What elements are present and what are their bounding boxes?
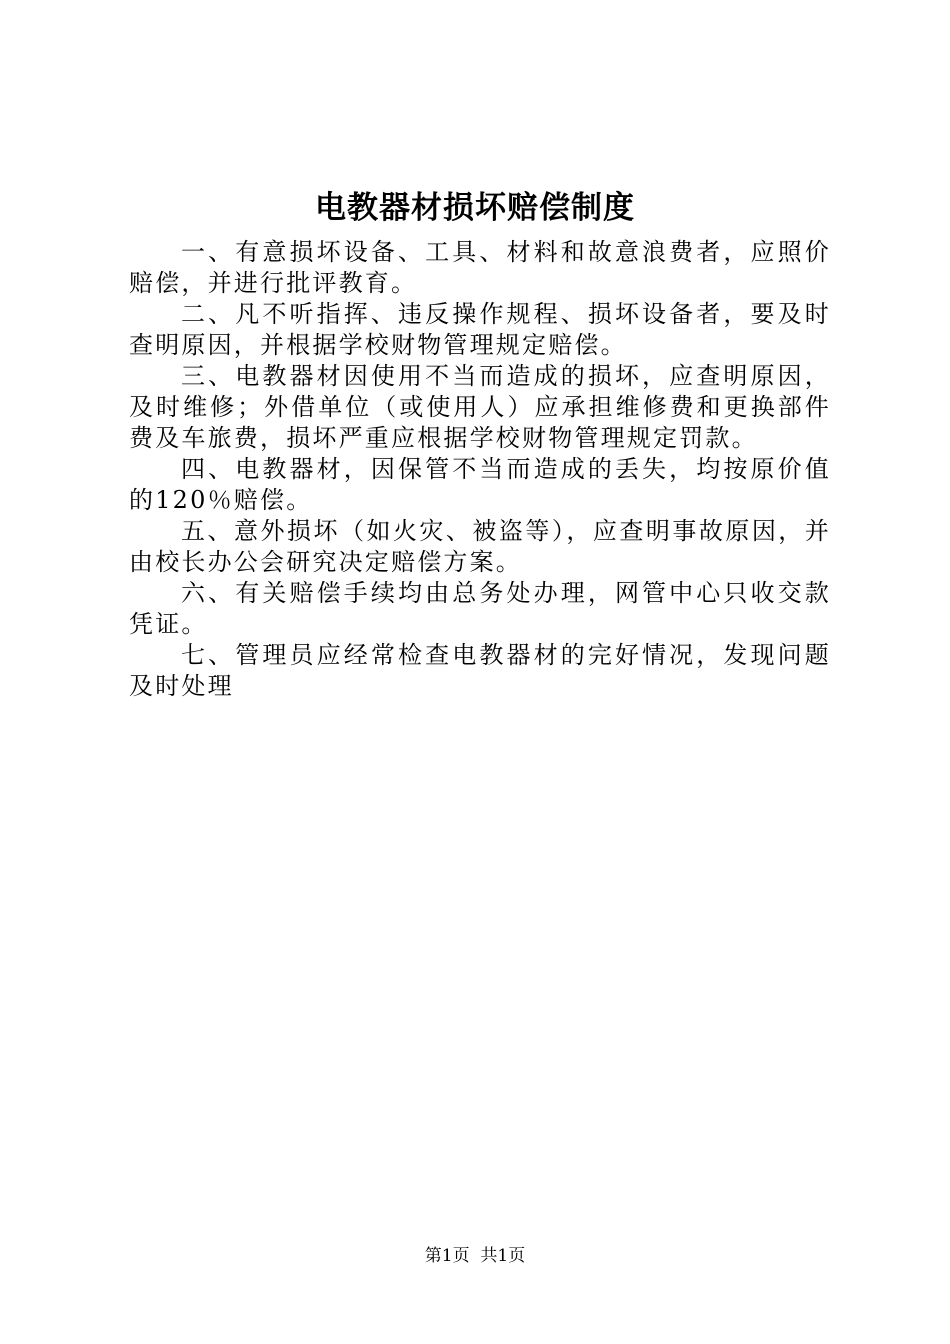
paragraph-3: 三、电教器材因使用不当而造成的损坏，应查明原因，及时维修；外借单位（或使用人）应承担维修费和更换部件费及车旅费，损坏严重应根据学校财物管理规定罚款。 <box>129 362 831 452</box>
paragraph-6: 六、有关赔偿手续均由总务处办理，网管中心只收交款凭证。 <box>129 579 831 638</box>
paragraph-7: 七、管理员应经常检查电教器材的完好情况，发现问题及时处理 <box>129 641 831 700</box>
document-title: 电教器材损坏赔偿制度 <box>315 190 635 226</box>
paragraph-5: 五、意外损坏（如火灾、被盗等），应查明事故原因，并由校长办公会研究决定赔偿方案。 <box>129 517 831 576</box>
paragraph-1: 一、有意损坏设备、工具、材料和故意浪费者，应照价赔偿，并进行批评教育。 <box>129 238 831 297</box>
paragraph-2: 二、凡不听指挥、违反操作规程、损坏设备者，要及时查明原因，并根据学校财物管理规定赔偿。 <box>129 300 831 359</box>
document-body <box>129 237 831 702</box>
paragraph-4: 四、电教器材，因保管不当而造成的丢失，均按原价值的120％赔偿。 <box>129 455 831 514</box>
page-footer <box>0 1244 950 1268</box>
page-number: 第1页 共1页 <box>424 1246 526 1266</box>
